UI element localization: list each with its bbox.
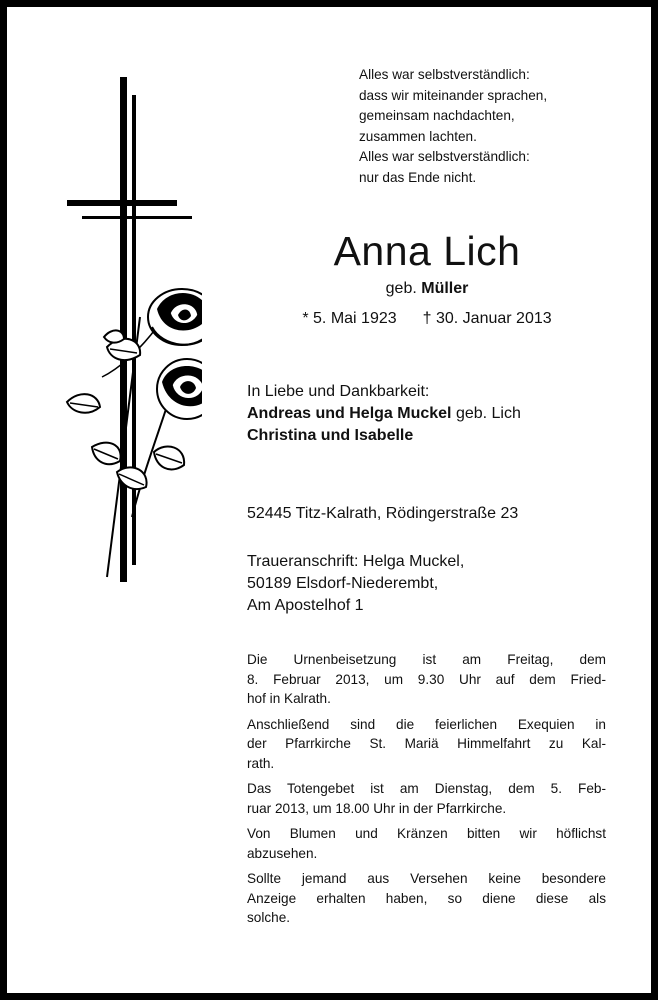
- info-line: der Pfarrkirche St. Mariä Himmelfahrt zu Kal-: [247, 736, 606, 751]
- verse-line: nur das Ende nicht.: [359, 169, 477, 185]
- mailing-line: Am Apostelhof 1: [247, 597, 364, 614]
- life-dates: [237, 308, 617, 330]
- info-paragraph-prayer: [247, 779, 606, 818]
- info-line: Von Blumen und Kränzen bitten wir höflichst: [247, 826, 606, 841]
- info-line: Das Totengebet ist am Dienstag, dem 5. Feb-: [247, 781, 606, 796]
- info-paragraph-exequien: [247, 715, 606, 774]
- birth-date: * 5. Mai 1923: [302, 310, 397, 327]
- verse-line: dass wir miteinander sprachen,: [359, 87, 548, 103]
- mourners-names: Christina und Isabelle: [247, 427, 414, 444]
- info-line: rath.: [247, 755, 275, 771]
- deceased-name: Anna Lich: [333, 228, 521, 274]
- death-date: † 30. Januar 2013: [422, 310, 552, 327]
- cross-icon: [120, 77, 127, 582]
- cross-icon: [132, 95, 136, 565]
- mailing-address: [247, 551, 627, 617]
- verse-line: gemeinsam nachdachten,: [359, 108, 515, 123]
- mourners-names: Andreas und Helga Muckel: [247, 405, 452, 422]
- memorial-verse: [359, 65, 629, 188]
- mourners-intro: In Liebe und Dankbarkeit:: [247, 383, 430, 400]
- info-line: Sollte jemand aus Versehen keine besondere: [247, 871, 606, 886]
- info-line: hof in Kalrath.: [247, 691, 331, 706]
- info-line: 8. Februar 2013, um 9.30 Uhr auf dem Fried-: [247, 671, 606, 687]
- info-line: solche.: [247, 910, 291, 925]
- cross-icon: [82, 216, 192, 219]
- mailing-line: 50189 Elsdorf-Niederembt,: [247, 575, 439, 592]
- mourners-line: [247, 425, 627, 447]
- cross-with-roses-icon: [62, 77, 202, 587]
- maiden-surname: Müller: [421, 280, 469, 297]
- info-paragraph-notice: [247, 869, 606, 928]
- info-line: Anschließend sind die feierlichen Exequien in: [247, 716, 606, 732]
- info-line: abzusehen.: [247, 845, 318, 861]
- mourners-line: [247, 403, 627, 425]
- rose-icon: [157, 359, 202, 419]
- mourners-maiden: geb. Lich: [451, 405, 521, 422]
- info-paragraph-flowers: [247, 824, 606, 863]
- verse-line: zusammen lachten.: [359, 128, 477, 144]
- mailing-line: Traueranschrift: Helga Muckel,: [247, 553, 465, 570]
- mourners-block: [247, 381, 627, 447]
- rose-icon: [148, 289, 202, 345]
- maiden-prefix: geb.: [385, 280, 417, 297]
- maiden-name: [237, 279, 617, 299]
- family-address: 52445 Titz-Kalrath, Rödingerstraße 23: [247, 505, 519, 522]
- info-line: ruar 2013, um 18.00 Uhr in der Pfarrkirche.: [247, 800, 507, 816]
- info-line: Anzeige erhalten haben, so diene diese als: [247, 890, 606, 906]
- info-paragraph-burial: [247, 650, 606, 709]
- verse-line: Alles war selbstverständlich:: [359, 67, 530, 82]
- service-info: [247, 650, 606, 934]
- cross-icon: [67, 200, 177, 206]
- verse-line: Alles war selbstverständlich:: [359, 149, 530, 164]
- info-line: Die Urnenbeisetzung ist am Freitag, dem: [247, 652, 606, 667]
